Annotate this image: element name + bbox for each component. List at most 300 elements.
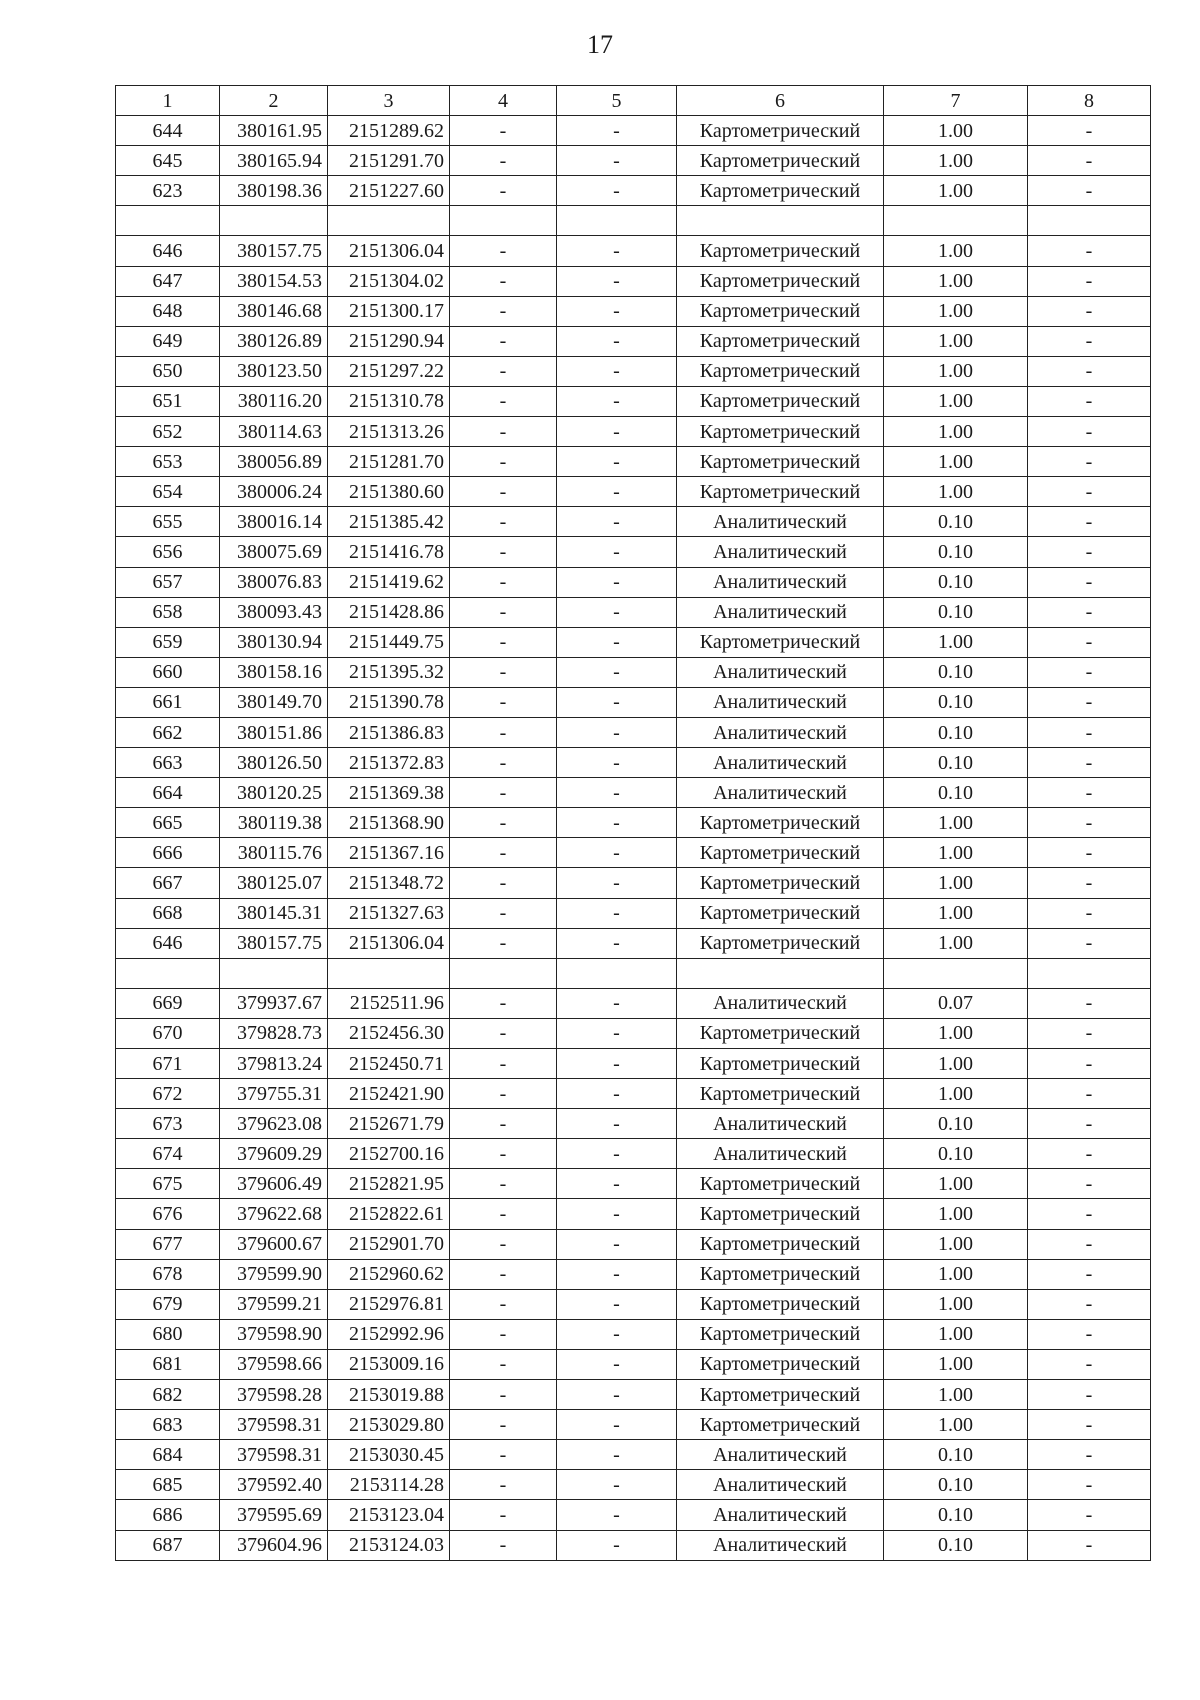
- col4-cell: -: [450, 748, 557, 778]
- col4-cell: -: [450, 1109, 557, 1139]
- point-number-cell: 671: [116, 1049, 220, 1079]
- point-number-cell: 680: [116, 1319, 220, 1349]
- col5-cell: -: [557, 1530, 677, 1560]
- page-number: 17: [587, 30, 613, 59]
- method-cell: Картометрический: [677, 838, 884, 868]
- col4-cell: -: [450, 1199, 557, 1229]
- col5-cell: -: [557, 898, 677, 928]
- coordinates-table: [115, 85, 1151, 1561]
- y-coordinate-cell: 2151369.38: [328, 778, 450, 808]
- point-number-cell: 670: [116, 1018, 220, 1048]
- x-coordinate-cell: [220, 958, 328, 988]
- col8-cell: -: [1028, 928, 1151, 958]
- x-coordinate-cell: 379598.31: [220, 1440, 328, 1470]
- accuracy-cell: 1.00: [884, 1259, 1028, 1289]
- x-coordinate-cell: 380198.36: [220, 176, 328, 206]
- col8-cell: -: [1028, 838, 1151, 868]
- x-coordinate-cell: 379622.68: [220, 1199, 328, 1229]
- table-row: [116, 1018, 1151, 1048]
- col8-cell: -: [1028, 1319, 1151, 1349]
- accuracy-cell: 1.00: [884, 116, 1028, 146]
- accuracy-cell: 1.00: [884, 627, 1028, 657]
- table-row: [116, 417, 1151, 447]
- method-cell: Картометрический: [677, 116, 884, 146]
- method-cell: [677, 958, 884, 988]
- table-row: [116, 1319, 1151, 1349]
- col5-cell: -: [557, 1349, 677, 1379]
- col8-cell: -: [1028, 537, 1151, 567]
- table-row: [116, 778, 1151, 808]
- table-row: [116, 988, 1151, 1018]
- table-row: [116, 1169, 1151, 1199]
- accuracy-cell: 0.10: [884, 1440, 1028, 1470]
- y-coordinate-cell: 2152992.96: [328, 1319, 450, 1349]
- x-coordinate-cell: 380114.63: [220, 417, 328, 447]
- y-coordinate-cell: 2151372.83: [328, 748, 450, 778]
- point-number-cell: 649: [116, 326, 220, 356]
- col5-cell: -: [557, 1440, 677, 1470]
- col5-cell: -: [557, 1169, 677, 1199]
- accuracy-cell: 0.10: [884, 717, 1028, 747]
- col8-cell: -: [1028, 1018, 1151, 1048]
- col4-cell: -: [450, 808, 557, 838]
- col4-cell: -: [450, 657, 557, 687]
- method-cell: Аналитический: [677, 1139, 884, 1169]
- col4-cell: -: [450, 687, 557, 717]
- table-row: [116, 537, 1151, 567]
- y-coordinate-cell: 2153030.45: [328, 1440, 450, 1470]
- y-coordinate-cell: 2151306.04: [328, 928, 450, 958]
- table-row: [116, 717, 1151, 747]
- method-cell: Картометрический: [677, 928, 884, 958]
- col4-cell: -: [450, 597, 557, 627]
- accuracy-cell: 0.10: [884, 1109, 1028, 1139]
- x-coordinate-cell: 379599.90: [220, 1259, 328, 1289]
- method-cell: Аналитический: [677, 1440, 884, 1470]
- col5-cell: -: [557, 296, 677, 326]
- x-coordinate-cell: 379623.08: [220, 1109, 328, 1139]
- col5-cell: -: [557, 1410, 677, 1440]
- point-number-cell: 664: [116, 778, 220, 808]
- table-row: [116, 597, 1151, 627]
- method-cell: Аналитический: [677, 748, 884, 778]
- col5-cell: -: [557, 838, 677, 868]
- method-cell: Картометрический: [677, 627, 884, 657]
- col4-cell: -: [450, 236, 557, 266]
- col5-cell: -: [557, 657, 677, 687]
- accuracy-cell: 0.07: [884, 988, 1028, 1018]
- y-coordinate-cell: 2152450.71: [328, 1049, 450, 1079]
- x-coordinate-cell: [220, 206, 328, 236]
- col8-cell: -: [1028, 687, 1151, 717]
- col8-cell: -: [1028, 1049, 1151, 1079]
- y-coordinate-cell: 2151300.17: [328, 296, 450, 326]
- accuracy-cell: 0.10: [884, 1139, 1028, 1169]
- accuracy-cell: 1.00: [884, 447, 1028, 477]
- y-coordinate-cell: 2151306.04: [328, 236, 450, 266]
- x-coordinate-cell: 380115.76: [220, 838, 328, 868]
- table-row: [116, 1109, 1151, 1139]
- col4-cell: -: [450, 1259, 557, 1289]
- col8-cell: -: [1028, 988, 1151, 1018]
- x-coordinate-cell: 380151.86: [220, 717, 328, 747]
- point-number-cell: 681: [116, 1349, 220, 1379]
- col5-cell: -: [557, 1139, 677, 1169]
- method-cell: [677, 206, 884, 236]
- point-number-cell: 662: [116, 717, 220, 747]
- accuracy-cell: 1.00: [884, 296, 1028, 326]
- table-row: [116, 1229, 1151, 1259]
- accuracy-cell: 1.00: [884, 1169, 1028, 1199]
- col4-cell: -: [450, 1049, 557, 1079]
- method-cell: Аналитический: [677, 1470, 884, 1500]
- col8-cell: [1028, 958, 1151, 988]
- table-row: [116, 1049, 1151, 1079]
- point-number-cell: 658: [116, 597, 220, 627]
- accuracy-cell: 1.00: [884, 146, 1028, 176]
- point-number-cell: 661: [116, 687, 220, 717]
- col5-cell: -: [557, 176, 677, 206]
- table-row: [116, 1410, 1151, 1440]
- x-coordinate-cell: 380146.68: [220, 296, 328, 326]
- col5-cell: -: [557, 988, 677, 1018]
- col8-cell: -: [1028, 748, 1151, 778]
- accuracy-cell: 1.00: [884, 928, 1028, 958]
- y-coordinate-cell: 2153114.28: [328, 1470, 450, 1500]
- col5-cell: -: [557, 808, 677, 838]
- method-cell: Картометрический: [677, 1079, 884, 1109]
- table-row: [116, 1289, 1151, 1319]
- col5-cell: -: [557, 386, 677, 416]
- point-number-cell: 646: [116, 236, 220, 266]
- method-cell: Картометрический: [677, 868, 884, 898]
- point-number-cell: 683: [116, 1410, 220, 1440]
- col5-cell: -: [557, 567, 677, 597]
- method-cell: Картометрический: [677, 447, 884, 477]
- point-number-cell: 675: [116, 1169, 220, 1199]
- x-coordinate-cell: 380130.94: [220, 627, 328, 657]
- y-coordinate-cell: 2151395.32: [328, 657, 450, 687]
- method-cell: Аналитический: [677, 507, 884, 537]
- col8-cell: -: [1028, 868, 1151, 898]
- accuracy-cell: 1.00: [884, 417, 1028, 447]
- y-coordinate-cell: 2153009.16: [328, 1349, 450, 1379]
- table-body: [116, 116, 1151, 1561]
- table-row: [116, 868, 1151, 898]
- table-row: [116, 296, 1151, 326]
- table-header-row: [116, 86, 1151, 116]
- col5-cell: -: [557, 326, 677, 356]
- table-row: [116, 838, 1151, 868]
- accuracy-cell: 1.00: [884, 1049, 1028, 1079]
- col8-cell: -: [1028, 1109, 1151, 1139]
- col8-cell: -: [1028, 778, 1151, 808]
- column-header: 8: [1028, 86, 1151, 116]
- accuracy-cell: 1.00: [884, 1229, 1028, 1259]
- col5-cell: -: [557, 1229, 677, 1259]
- method-cell: Картометрический: [677, 1319, 884, 1349]
- col5-cell: -: [557, 447, 677, 477]
- x-coordinate-cell: 380158.16: [220, 657, 328, 687]
- col8-cell: -: [1028, 1259, 1151, 1289]
- col4-cell: -: [450, 477, 557, 507]
- y-coordinate-cell: 2151310.78: [328, 386, 450, 416]
- table-row: [116, 146, 1151, 176]
- col5-cell: -: [557, 116, 677, 146]
- col5-cell: -: [557, 748, 677, 778]
- col5-cell: -: [557, 1109, 677, 1139]
- col8-cell: -: [1028, 1470, 1151, 1500]
- col8-cell: -: [1028, 1289, 1151, 1319]
- y-coordinate-cell: 2151327.63: [328, 898, 450, 928]
- table-row: [116, 447, 1151, 477]
- point-number-cell: 674: [116, 1139, 220, 1169]
- point-number-cell: 665: [116, 808, 220, 838]
- accuracy-cell: 1.00: [884, 868, 1028, 898]
- y-coordinate-cell: 2151386.83: [328, 717, 450, 747]
- y-coordinate-cell: 2151290.94: [328, 326, 450, 356]
- col8-cell: -: [1028, 808, 1151, 838]
- method-cell: Картометрический: [677, 477, 884, 507]
- col8-cell: -: [1028, 386, 1151, 416]
- col8-cell: -: [1028, 1530, 1151, 1560]
- x-coordinate-cell: 379606.49: [220, 1169, 328, 1199]
- point-number-cell: 666: [116, 838, 220, 868]
- col5-cell: -: [557, 717, 677, 747]
- y-coordinate-cell: 2153019.88: [328, 1380, 450, 1410]
- point-number-cell: 686: [116, 1500, 220, 1530]
- x-coordinate-cell: 379592.40: [220, 1470, 328, 1500]
- method-cell: Картометрический: [677, 146, 884, 176]
- col5-cell: -: [557, 417, 677, 447]
- method-cell: Картометрический: [677, 1259, 884, 1289]
- method-cell: Аналитический: [677, 1500, 884, 1530]
- col4-cell: -: [450, 146, 557, 176]
- col8-cell: -: [1028, 507, 1151, 537]
- x-coordinate-cell: 379609.29: [220, 1139, 328, 1169]
- col5-cell: [557, 958, 677, 988]
- accuracy-cell: [884, 206, 1028, 236]
- table-row: [116, 627, 1151, 657]
- col8-cell: -: [1028, 898, 1151, 928]
- y-coordinate-cell: 2153123.04: [328, 1500, 450, 1530]
- point-number-cell: 655: [116, 507, 220, 537]
- x-coordinate-cell: 380157.75: [220, 928, 328, 958]
- col4-cell: -: [450, 1530, 557, 1560]
- x-coordinate-cell: 379828.73: [220, 1018, 328, 1048]
- accuracy-cell: 0.10: [884, 567, 1028, 597]
- x-coordinate-cell: 380145.31: [220, 898, 328, 928]
- col8-cell: -: [1028, 1349, 1151, 1379]
- col4-cell: -: [450, 266, 557, 296]
- column-header: 3: [328, 86, 450, 116]
- accuracy-cell: 0.10: [884, 597, 1028, 627]
- x-coordinate-cell: 379599.21: [220, 1289, 328, 1319]
- column-header: 7: [884, 86, 1028, 116]
- col5-cell: -: [557, 687, 677, 717]
- col8-cell: -: [1028, 1199, 1151, 1229]
- table-row: [116, 266, 1151, 296]
- y-coordinate-cell: 2151419.62: [328, 567, 450, 597]
- y-coordinate-cell: 2152976.81: [328, 1289, 450, 1319]
- col4-cell: -: [450, 417, 557, 447]
- y-coordinate-cell: 2151380.60: [328, 477, 450, 507]
- col5-cell: -: [557, 236, 677, 266]
- col8-cell: -: [1028, 657, 1151, 687]
- accuracy-cell: 0.10: [884, 748, 1028, 778]
- point-number-cell: 653: [116, 447, 220, 477]
- table-row: [116, 1349, 1151, 1379]
- method-cell: Аналитический: [677, 778, 884, 808]
- col4-cell: -: [450, 627, 557, 657]
- col4-cell: -: [450, 537, 557, 567]
- y-coordinate-cell: 2153029.80: [328, 1410, 450, 1440]
- method-cell: Аналитический: [677, 657, 884, 687]
- col8-cell: -: [1028, 717, 1151, 747]
- x-coordinate-cell: 379937.67: [220, 988, 328, 1018]
- table-row: [116, 326, 1151, 356]
- table-row: [116, 928, 1151, 958]
- accuracy-cell: 1.00: [884, 176, 1028, 206]
- x-coordinate-cell: 380126.89: [220, 326, 328, 356]
- table-row: [116, 1530, 1151, 1560]
- y-coordinate-cell: 2151281.70: [328, 447, 450, 477]
- y-coordinate-cell: 2151416.78: [328, 537, 450, 567]
- accuracy-cell: 1.00: [884, 1380, 1028, 1410]
- x-coordinate-cell: 379604.96: [220, 1530, 328, 1560]
- point-number-cell: [116, 958, 220, 988]
- accuracy-cell: 1.00: [884, 898, 1028, 928]
- point-number-cell: 672: [116, 1079, 220, 1109]
- accuracy-cell: 1.00: [884, 1079, 1028, 1109]
- y-coordinate-cell: [328, 958, 450, 988]
- x-coordinate-cell: 380149.70: [220, 687, 328, 717]
- x-coordinate-cell: 380116.20: [220, 386, 328, 416]
- point-number-cell: 673: [116, 1109, 220, 1139]
- table-row: [116, 1500, 1151, 1530]
- table-row: [116, 958, 1151, 988]
- point-number-cell: 677: [116, 1229, 220, 1259]
- point-number-cell: 678: [116, 1259, 220, 1289]
- col4-cell: -: [450, 1169, 557, 1199]
- col4-cell: -: [450, 1289, 557, 1319]
- col4-cell: -: [450, 116, 557, 146]
- col5-cell: -: [557, 1079, 677, 1109]
- col4-cell: -: [450, 928, 557, 958]
- col5-cell: -: [557, 266, 677, 296]
- method-cell: Картометрический: [677, 266, 884, 296]
- col8-cell: -: [1028, 296, 1151, 326]
- col8-cell: -: [1028, 236, 1151, 266]
- method-cell: Картометрический: [677, 808, 884, 838]
- method-cell: Аналитический: [677, 1109, 884, 1139]
- column-header: 6: [677, 86, 884, 116]
- col8-cell: -: [1028, 1139, 1151, 1169]
- x-coordinate-cell: 379595.69: [220, 1500, 328, 1530]
- method-cell: Картометрический: [677, 1229, 884, 1259]
- col8-cell: -: [1028, 116, 1151, 146]
- col4-cell: -: [450, 717, 557, 747]
- table-row: [116, 1259, 1151, 1289]
- col5-cell: -: [557, 868, 677, 898]
- x-coordinate-cell: 380165.94: [220, 146, 328, 176]
- col4-cell: -: [450, 326, 557, 356]
- table-row: [116, 1079, 1151, 1109]
- point-number-cell: 647: [116, 266, 220, 296]
- col4-cell: -: [450, 838, 557, 868]
- table-row: [116, 657, 1151, 687]
- x-coordinate-cell: 379598.66: [220, 1349, 328, 1379]
- table-row: [116, 386, 1151, 416]
- y-coordinate-cell: 2152821.95: [328, 1169, 450, 1199]
- x-coordinate-cell: 380161.95: [220, 116, 328, 146]
- col5-cell: [557, 206, 677, 236]
- col8-cell: -: [1028, 597, 1151, 627]
- accuracy-cell: 0.10: [884, 778, 1028, 808]
- col4-cell: [450, 206, 557, 236]
- col4-cell: -: [450, 356, 557, 386]
- y-coordinate-cell: 2151289.62: [328, 116, 450, 146]
- accuracy-cell: 1.00: [884, 1289, 1028, 1319]
- point-number-cell: 679: [116, 1289, 220, 1319]
- y-coordinate-cell: 2151291.70: [328, 146, 450, 176]
- method-cell: Картометрический: [677, 356, 884, 386]
- method-cell: Картометрический: [677, 1169, 884, 1199]
- x-coordinate-cell: 380093.43: [220, 597, 328, 627]
- y-coordinate-cell: 2152671.79: [328, 1109, 450, 1139]
- method-cell: Картометрический: [677, 417, 884, 447]
- table-row: [116, 1440, 1151, 1470]
- method-cell: Аналитический: [677, 988, 884, 1018]
- y-coordinate-cell: 2151304.02: [328, 266, 450, 296]
- x-coordinate-cell: 380119.38: [220, 808, 328, 838]
- col5-cell: -: [557, 778, 677, 808]
- table-row: [116, 808, 1151, 838]
- table-row: [116, 1380, 1151, 1410]
- col4-cell: -: [450, 1380, 557, 1410]
- col8-cell: -: [1028, 447, 1151, 477]
- col8-cell: -: [1028, 1079, 1151, 1109]
- accuracy-cell: 1.00: [884, 1199, 1028, 1229]
- col4-cell: -: [450, 898, 557, 928]
- point-number-cell: 663: [116, 748, 220, 778]
- col8-cell: -: [1028, 567, 1151, 597]
- y-coordinate-cell: 2152421.90: [328, 1079, 450, 1109]
- col5-cell: -: [557, 146, 677, 176]
- table-row: [116, 1199, 1151, 1229]
- accuracy-cell: 1.00: [884, 477, 1028, 507]
- col4-cell: -: [450, 1500, 557, 1530]
- accuracy-cell: 1.00: [884, 1319, 1028, 1349]
- col8-cell: -: [1028, 1229, 1151, 1259]
- table-row: [116, 687, 1151, 717]
- method-cell: Картометрический: [677, 386, 884, 416]
- col5-cell: -: [557, 1199, 677, 1229]
- table-row: [116, 477, 1151, 507]
- method-cell: Аналитический: [677, 567, 884, 597]
- accuracy-cell: 1.00: [884, 808, 1028, 838]
- table-row: [116, 176, 1151, 206]
- col5-cell: -: [557, 356, 677, 386]
- method-cell: Аналитический: [677, 537, 884, 567]
- accuracy-cell: 0.10: [884, 657, 1028, 687]
- col8-cell: -: [1028, 477, 1151, 507]
- point-number-cell: 684: [116, 1440, 220, 1470]
- accuracy-cell: 1.00: [884, 326, 1028, 356]
- table-row: [116, 356, 1151, 386]
- y-coordinate-cell: 2152901.70: [328, 1229, 450, 1259]
- table-row: [116, 1470, 1151, 1500]
